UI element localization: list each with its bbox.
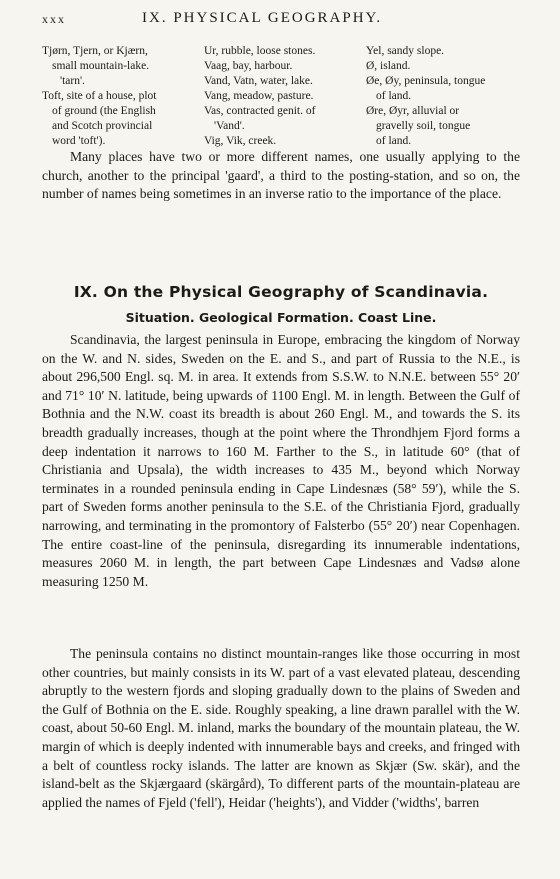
glossary-line: Øe, Øy, peninsula, tongue [366, 75, 486, 87]
glossary-line: Ø, island. [366, 60, 411, 72]
glossary-line: of ground (the English [52, 105, 156, 117]
glossary-line: gravelly soil, tongue [376, 120, 471, 132]
glossary-line: 'tarn'. [60, 75, 85, 87]
glossary-line: and Scotch provincial [52, 120, 153, 132]
glossary-line: Vig, Vik, creek. [204, 135, 277, 147]
glossary-line: Vas, contracted genit. of [204, 105, 316, 117]
glossary-line: small mountain-lake. [52, 60, 150, 72]
body-paragraph: Scandinavia, the largest peninsula in Europe, embracing the kingdom of Norway on the W. and N. sides, Sweden on the E. and S., and part of Russia to the N.E., is about 296,500 Engl. sq. M. in area. It extends from S.S.W. to N.N.E. between 55° 20′ and 71° 10′ N. latitude, being upwards of 1100 Engl. M. in length. Between the Gulf of Bothnia and the N.W. coast its breadth is about 260 Engl. M., and towards the S. its breadth gradually increases, though at the point where the Throndhjem Fjord forms a deep indentation it narrows to 160 M. Farther to the S., in latitude 60° (that of Christiania and Upsala), the width increases to 435 M., beyond which Norway terminates in a rounded peninsula ending in Cape Lindesnæs (58° 59′), while the S. part of Sweden forms another peninsula to the S.E. of the Christiania Fjord, gradually narrowing, and terminating in the promontory of Falsterbo (55° 20′) near Copenhagen. The entire coast-line of the peninsula, disregarding its innumerable indentations, measures 2060 M. in length, the part between Cape Lindesnæs and Vadsø alone measuring 1250 M. [42, 332, 520, 589]
glossary-line: Øre, Øyr, alluvial or [366, 105, 460, 117]
glossary-line: Toft, site of a house, plot [42, 90, 157, 102]
glossary-line: 'Vand'. [214, 120, 245, 132]
glossary-line: word 'toft'). [52, 135, 106, 147]
glossary-line: Yel, sandy slope. [366, 45, 445, 57]
intro-paragraph: Many places have two or more different names, one usually applying to the church, another to the principal 'gaard', a third to the posting-station, and so on, the number of names being sometimes in an inverse ratio to the importance of the place. [42, 149, 520, 202]
running-head [42, 10, 520, 32]
glossary-line: of land. [376, 90, 412, 102]
chapter-title: IX. On the Physical Geography of Scandinavia. [73, 283, 489, 301]
glossary-line: Vand, Vatn, water, lake. [204, 75, 313, 87]
glossary-block [42, 44, 522, 147]
page-number: xxx [42, 12, 66, 26]
glossary-line: Ur, rubble, loose stones. [204, 45, 316, 57]
running-title: IX. PHYSICAL GEOGRAPHY. [142, 10, 383, 26]
body-paragraph: The peninsula contains no distinct mountain-ranges like those occurring in most other countries, but mainly consists in its W. part of a vast elevated plateau, descending abruptly to the western fjords and sloping gradually down to the plains of Sweden and the Gulf of Bothnia on the E. side. Roughly speaking, a line drawn parallel with the W. coast, about 50-60 Engl. M. inland, marks the boundary of the mountain plateau, the W. margin of which is deeply indented with innumerable bays and creeks, and fringed with a belt of countless rocky islands. The latter are known as Skjær (Sw. skär), and the island-belt as the Skjærgaard (skärgård), To different parts of the mountain-plateau are applied the names of Fjeld ('fell'), Heidar ('heights'), and Vidder ('widths', barren [42, 646, 520, 810]
glossary-line: of land. [376, 135, 412, 147]
glossary-column-2 [204, 44, 364, 149]
glossary-line: Tjørn, Tjern, or Kjærn, [42, 45, 148, 57]
glossary-column-1 [42, 44, 202, 149]
chapter-subtitle: Situation. Geological Formation. Coast Line. [125, 310, 437, 325]
glossary-column-3 [366, 44, 526, 149]
glossary-line: Vaag, bay, harbour. [204, 60, 293, 72]
glossary-line: Vang, meadow, pasture. [204, 90, 314, 102]
